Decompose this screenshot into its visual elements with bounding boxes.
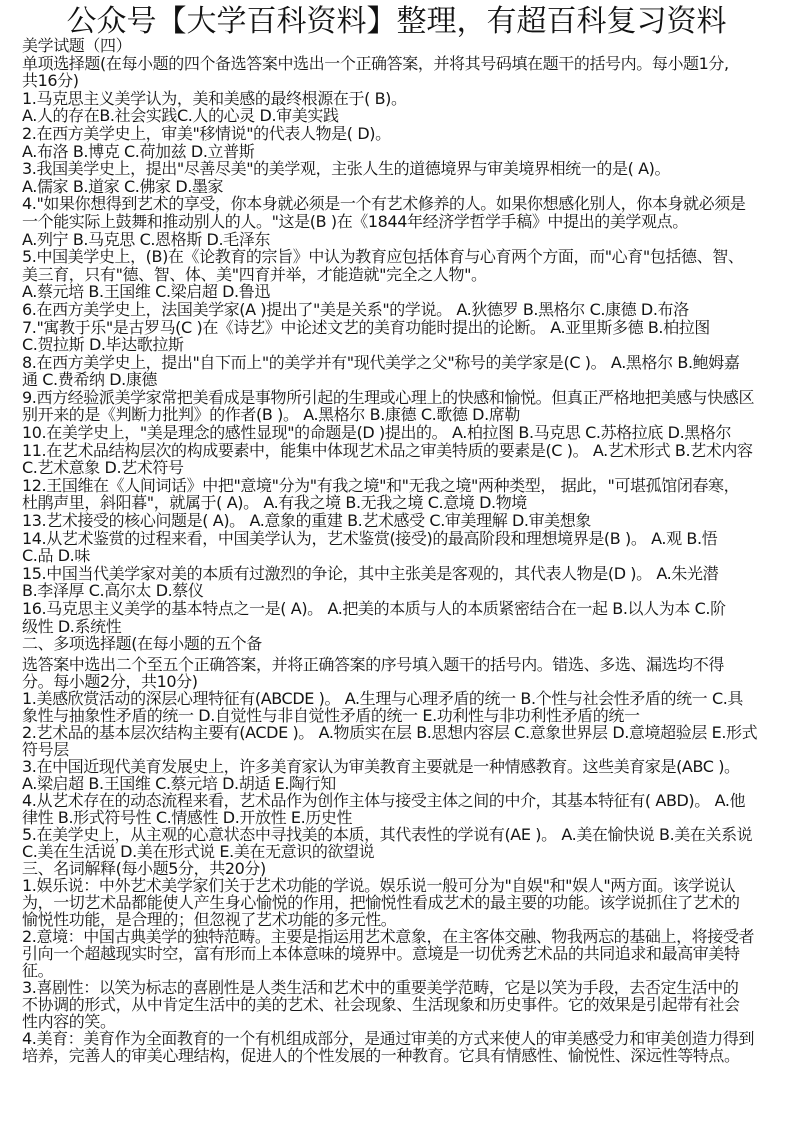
text-line: 律性 B.形式符号性 C.情感性 D.开放性 E.历史性 xyxy=(22,808,353,827)
text-line: 一个能实际上鼓舞和推动别人的人。"这是(B )在《1844年经济学哲学手稿》中提出的美学观点。 xyxy=(22,211,688,231)
text-line: 愉悦性功能，是合理的；但忽视了艺术功能的多元性。 xyxy=(22,910,397,929)
text-line: 单项选择题(在每小题的四个备选答案中选出一个正确答案，并将其号码填在题干的括号内。每小题1分, xyxy=(22,53,729,73)
text-line: 2.在西方美学史上，审美"移情说"的代表人物是( D)。 xyxy=(22,123,391,143)
text-line: 4."如果你想得到艺术的享受，你本身就必须是一个有艺术修养的人。如果你想感化别人，你本身就必须是 xyxy=(22,194,746,214)
text-line: 别开来的是《判断力批判》的作者(B )。 A.黑格尔 B.康德 C.歌德 D.席勒 xyxy=(22,405,520,425)
text-line: 1.娱乐说：中外艺术美学家们关于艺术功能的学说。娱乐说一般可分为"自娱"和"娱人"两方面。该学说认 xyxy=(22,876,736,895)
text-line: C.贺拉斯 D.毕达歌拉斯 xyxy=(22,335,184,355)
text-line: 3.在中国近现代美育发展史上，许多美育家认为审美教育主要就是一种情感教育。这些美育家是(ABC )。 xyxy=(22,757,740,776)
text-line: 三、名词解释(每小题5分，共20分) xyxy=(22,859,266,878)
text-line: B.李泽厚 C.高尔太 D.蔡仪 xyxy=(22,581,204,601)
text-line: 为，一切艺术品都能使人产生身心愉悦的作用，把愉悦性看成艺术的最主要的功能。该学说抓住了艺术的 xyxy=(22,893,740,912)
text-line: 16.马克思主义美学的基本特点之一是( A)。 A.把美的本质与人的本质紧密结合在一起 B.以人为本 C.阶 xyxy=(22,599,726,618)
text-line: 不协调的形式，从中肯定生活中的美的艺术、社会现象、生活现象和历史事件。它的效果是引起带有社会 xyxy=(22,995,740,1014)
text-line: C.美在生活说 D.美在形式说 E.美在无意识的欲望说 xyxy=(22,842,375,861)
text-line: 培养，完善人的审美心理结构，促进人的个性发展的一种教育。它具有情感性、愉悦性、深远性等特点。 xyxy=(22,1046,740,1065)
text-line: 符号层 xyxy=(22,740,69,759)
text-line: 共16分) xyxy=(22,71,79,91)
exam-section-single-choice xyxy=(22,37,787,653)
text-line: 5.中国美学史上，(B)在《论教育的宗旨》中认为教育应包括体育与心育两个方面，而"心育"包括德、智、 xyxy=(22,247,744,267)
text-line: 2.艺术品的基本层次结构主要有(ACDE )。 A.物质实在层 B.思想内容层 C.意象世界层 D.意境超验层 E.形式 xyxy=(22,723,758,742)
text-line: A.儒家 B.道家 C.佛家 D.墨家 xyxy=(22,176,224,196)
text-line: 1.马克思主义美学认为，美和美感的最终根源在于( B)。 xyxy=(22,88,407,108)
text-line: 二、多项选择题(在每小题的五个备 xyxy=(22,634,262,654)
text-line: 级性 D.系统性 xyxy=(22,616,122,636)
text-line: 引向一个超越现实时空，富有形而上本体意味的境界中。意境是一切优秀艺术品的共同追求和最高审美特 xyxy=(22,944,740,963)
text-line: 3.喜剧性：以笑为标志的喜剧性是人类生活和艺术中的重要美学范畴，它是以笑为手段，去否定生活中的 xyxy=(22,978,739,997)
page-header-title: 公众号【大学百科资料】整理，有超百科复习资料 xyxy=(66,4,727,39)
text-line: 2.意境：中国古典美学的独特范畴。主要是指运用艺术意象，在主客体交融、物我两忘的基础上，将接受者 xyxy=(22,927,755,946)
text-line: 选答案中选出二个至五个正确答案，并将正确答案的序号填入题干的括号内。错选、多选、漏选均不得 xyxy=(22,655,725,674)
text-line: A.列宁 B.马克思 C.恩格斯 D.毛泽东 xyxy=(22,229,270,249)
text-line: 10.在美学史上，"美是理念的感性显现"的命题是(D )提出的。 A.柏拉图 B.马克思 C.苏格拉底 D.黑格尔 xyxy=(22,423,732,443)
text-line: 分。每小题2分，共10分) xyxy=(22,672,198,691)
text-line: A.布洛 B.博克 C.荷加兹 D.立普斯 xyxy=(22,141,255,161)
text-line: 11.在艺术品结构层次的构成要素中，能集中体现艺术品之审美特质的要素是(C )。 A.艺术形式 B.艺术内容 xyxy=(22,440,753,460)
text-line: 性内容的笑。 xyxy=(22,1012,116,1031)
text-line: A.梁启超 B.王国维 C.蔡元培 D.胡适 E.陶行知 xyxy=(22,774,336,793)
text-line: C.品 D.味 xyxy=(22,546,90,566)
text-line: 6.在西方美学史上，法国美学家(A )提出了"美是关系"的学说。 A.狄德罗 B.黑格尔 C.康德 D.布洛 xyxy=(22,299,689,319)
text-line: 美三育，只有"德、智、体、美"四育并举，才能造就"完全之人物"。 xyxy=(22,264,487,284)
text-line: 象性与抽象性矛盾的统一 D.自觉性与非自觉性矛盾的统一 E.功利性与非功利性矛盾的统一 xyxy=(22,706,640,725)
text-line: 15.中国当代美学家对美的本质有过激烈的争论，其中主张美是客观的，其代表人物是(D )。 A.朱光潜 xyxy=(22,563,719,583)
text-line: A.蔡元培 B.王国维 C.梁启超 D.鲁迅 xyxy=(22,282,270,302)
text-line: 通 C.费希纳 D.康德 xyxy=(22,370,158,390)
text-line: 美学试题（四） xyxy=(22,36,132,55)
text-line: A.人的存在B.社会实践C.人的心灵 D.审美实践 xyxy=(22,106,339,126)
text-line: 1.美感欣赏活动的深层心理特征有(ABCDE )。 A.生理与心理矛盾的统一 B.个性与社会性矛盾的统一 C.具 xyxy=(22,689,744,708)
text-line: 7."寓教于乐"是古罗马(C )在《诗艺》中论述文艺的美育功能时提出的论断。 A.亚里斯多德 B.柏拉图 xyxy=(22,317,710,337)
text-line: 13.艺术接受的核心问题是( A)。 A.意象的重建 B.艺术感受 C.审美理解 D.审美想象 xyxy=(22,511,591,531)
text-line: 5.在美学史上，从主观的心意状态中寻找美的本质，其代表性的学说有(AE )。 A.美在愉快说 B.美在关系说 xyxy=(22,825,753,844)
text-line: 4.从艺术存在的动态流程来看，艺术品作为创作主体与接受主体之间的中介，其基本特征有( ABD)。 A.他 xyxy=(22,791,746,810)
text-line: 征。 xyxy=(22,961,54,980)
text-line: 12.王国维在《人间词话》中把"意境"分为"有我之境"和"无我之境"两种类型， 据此，"可堪孤馆闭春寒， xyxy=(22,475,740,495)
text-line: 杜鹃声里，斜阳暮"，就属于( A)。 A.有我之境 B.无我之境 C.意境 D.物境 xyxy=(22,493,527,513)
text-line: C.艺术意象 D.艺术符号 xyxy=(22,458,184,478)
text-line: 14.从艺术鉴赏的过程来看，中国美学认为，艺术鉴赏(接受)的最高阶段和理想境界是(B )。 A.观 B.悟 xyxy=(22,528,718,548)
text-line: 3.我国美学史上，提出"尽善尽美"的美学观，主张人生的道德境界与审美境界相统一的是( A)。 xyxy=(22,159,671,179)
text-line: 9.西方经验派美学家常把美看成是事物所引起的生理或心理上的快感和愉悦。但真正严格地把美感与快感区 xyxy=(22,387,755,407)
text-line: 4.美育：美育作为全面教育的一个有机组成部分，是通过审美的方式来使人的审美感受力和审美创造力得到 xyxy=(22,1029,755,1048)
text-line: 8.在西方美学史上，提出"自下而上"的美学并有"现代美学之父"称号的美学家是(C )。 A.黑格尔 B.鲍姆嘉 xyxy=(22,352,740,372)
exam-section-multi-choice-and-terms xyxy=(22,656,787,1064)
